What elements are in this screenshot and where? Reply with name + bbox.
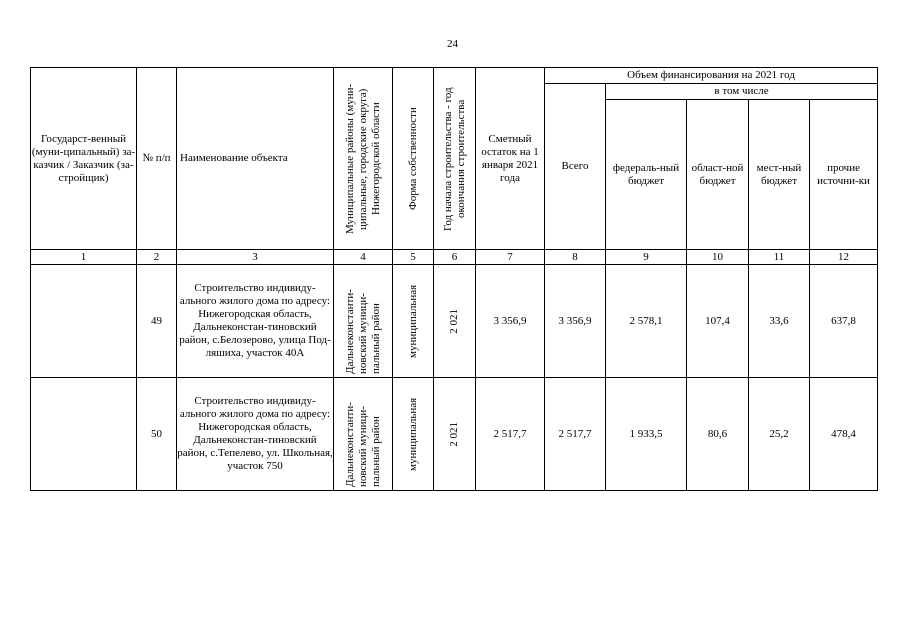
row-years-text: 2 021	[448, 421, 460, 447]
column-number: 8	[545, 250, 606, 265]
header-total: Всего	[545, 84, 606, 250]
row-other: 478,4	[810, 378, 878, 491]
header-ownership	[393, 68, 434, 250]
row-num: 50	[137, 378, 177, 491]
row-ownership-text: муниципальная	[406, 284, 419, 358]
column-number: 9	[606, 250, 687, 265]
column-number: 12	[810, 250, 878, 265]
row-estimate: 2 517,7	[476, 378, 545, 491]
row-estimate: 3 356,9	[476, 265, 545, 378]
column-number: 10	[687, 250, 749, 265]
row-other: 637,8	[810, 265, 878, 378]
header-local: мест-ный бюджет	[749, 100, 810, 250]
row-federal: 2 578,1	[606, 265, 687, 378]
row-district-text: Дальнеконстанти-новский муници-пальный район	[343, 289, 382, 374]
column-number: 7	[476, 250, 545, 265]
row-object: Строительство индивиду-ального жилого дома по адресу: Нижегородская область, Дальнеконстан-тиновский район, с.Тепелево, ул. Школьная, участок 750	[177, 378, 334, 491]
column-number: 3	[177, 250, 334, 265]
row-num: 49	[137, 265, 177, 378]
header-other: прочие источни-ки	[810, 100, 878, 250]
column-number: 5	[393, 250, 434, 265]
row-ownership	[393, 378, 434, 491]
header-including: в том числе	[606, 84, 878, 100]
page-number: 24	[447, 38, 458, 50]
row-district	[334, 265, 393, 378]
row-district-text: Дальнеконстанти-новский муници-пальный район	[343, 402, 382, 487]
header-districts	[334, 68, 393, 250]
header-ownership-text: Форма собственности	[406, 107, 419, 210]
row-object: Строительство индивиду-ального жилого дома по адресу: Нижегородская область, Дальнеконстан-тиновский район, с.Белозерово, улица Под-ляшиха, участок 40А	[177, 265, 334, 378]
header-num: № п/п	[137, 68, 177, 250]
column-number: 2	[137, 250, 177, 265]
row-years-text: 2 021	[448, 308, 460, 334]
header-object-name: Наименование объекта	[177, 68, 334, 250]
table-row	[31, 378, 878, 491]
column-number: 11	[749, 250, 810, 265]
row-years	[434, 265, 476, 378]
header-years-text: Год начала строительства - год окончания строительства	[441, 86, 467, 231]
column-number: 4	[334, 250, 393, 265]
table-row	[31, 265, 878, 378]
row-total: 2 517,7	[545, 378, 606, 491]
header-districts-text: Муниципальные районы (муни-ципальные, городские округа) Нижегородской области	[343, 83, 382, 234]
financing-table	[30, 67, 878, 491]
row-total: 3 356,9	[545, 265, 606, 378]
column-number: 6	[434, 250, 476, 265]
column-number: 1	[31, 250, 137, 265]
row-district	[334, 378, 393, 491]
header-years	[434, 68, 476, 250]
header-funding-group: Объем финансирования на 2021 год	[545, 68, 878, 84]
column-number-row	[31, 250, 878, 265]
header-regional: област-ной бюджет	[687, 100, 749, 250]
row-customer	[31, 265, 137, 378]
row-local: 33,6	[749, 265, 810, 378]
row-local: 25,2	[749, 378, 810, 491]
row-regional: 107,4	[687, 265, 749, 378]
row-regional: 80,6	[687, 378, 749, 491]
row-ownership	[393, 265, 434, 378]
header-estimate: Сметный остаток на 1 января 2021 года	[476, 68, 545, 250]
row-ownership-text: муниципальная	[406, 397, 419, 471]
header-federal: федераль-ный бюджет	[606, 100, 687, 250]
row-federal: 1 933,5	[606, 378, 687, 491]
row-years	[434, 378, 476, 491]
header-customer: Государст-венный (муни-ципальный) за-казчик / Заказчик (за-стройщик)	[31, 68, 137, 250]
row-customer	[31, 378, 137, 491]
